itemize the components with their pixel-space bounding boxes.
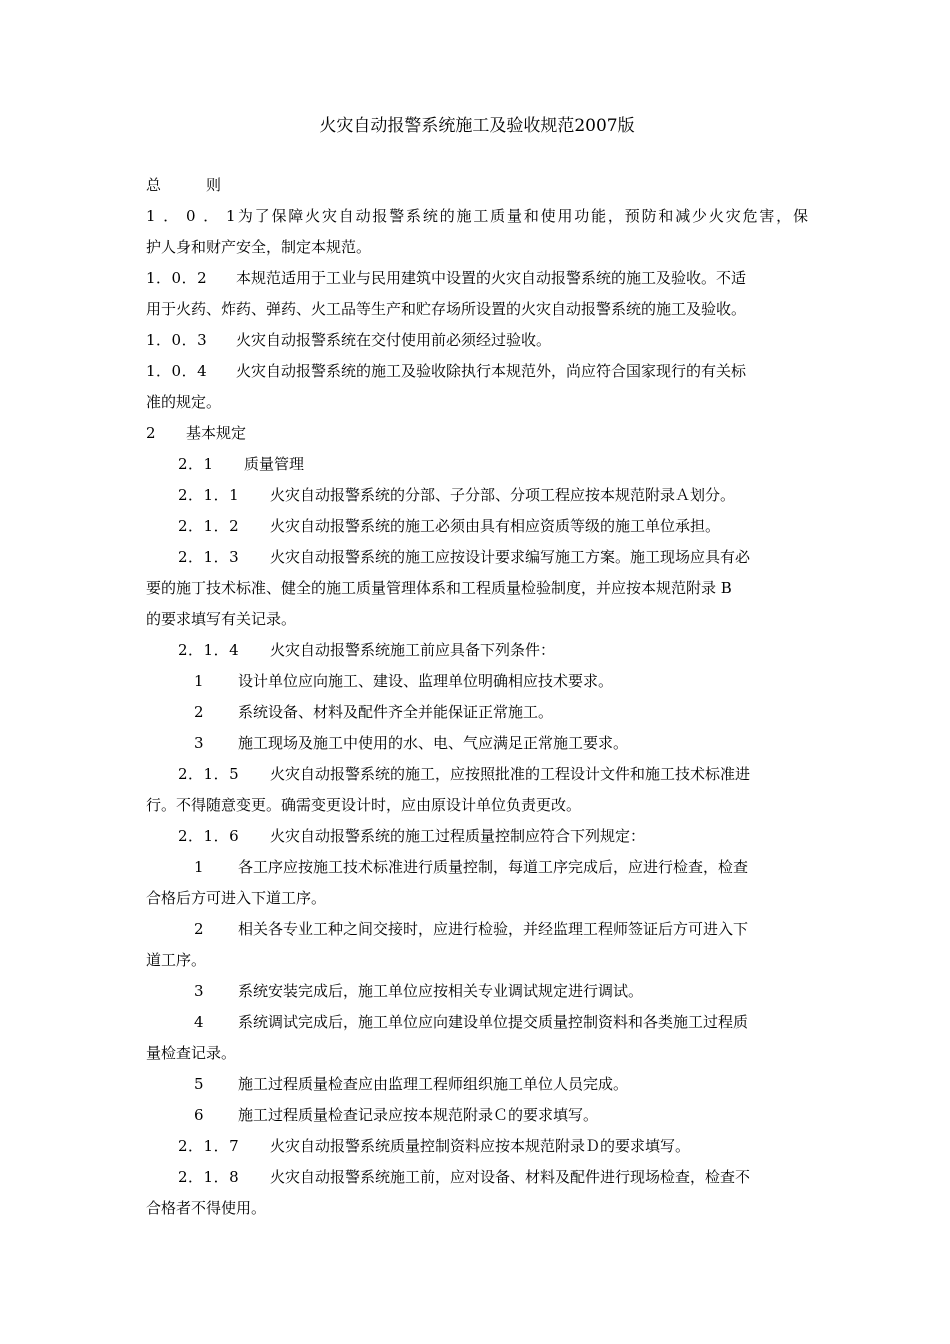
item-number: 3 (194, 982, 205, 1000)
item-number: 2 (194, 703, 205, 721)
list-item (146, 1069, 808, 1100)
clause-continuation: 要的施丁技术标准、健全的施工质量管理体系和工程质量检验制度，并应按本规范附录 B (146, 579, 732, 597)
chapter-heading-2 (146, 418, 808, 449)
clause-1-0-1 (146, 201, 808, 232)
clause-number: 2．1．8 (178, 1168, 240, 1186)
item-text: 施工过程质量检查应由监理工程师组织施工单位人员完成。 (238, 1075, 629, 1093)
list-item (146, 666, 808, 697)
item-number: 2 (194, 920, 205, 938)
clause-number: 2．1．6 (178, 827, 240, 845)
item-number: 3 (194, 734, 205, 752)
item-continuation: 道工序。 (146, 951, 207, 969)
clause-2-1-4 (146, 635, 808, 666)
list-item (146, 852, 808, 883)
clause-number: 2．1．2 (178, 517, 240, 535)
item-number: 5 (194, 1075, 205, 1093)
clause-continuation: 用于火药、炸药、弹药、火工品等生产和贮存场所设置的火灾自动报警系统的施工及验收。 (146, 300, 747, 318)
clause-2-1-7 (146, 1131, 808, 1162)
clause-2-1-6 (146, 821, 808, 852)
document-title: 火灾自动报警系统施工及验收规范2007版 (319, 116, 635, 136)
item-text: 系统调试完成后，施工单位应向建设单位提交质量控制资料和各类施工过程质 (238, 1013, 749, 1031)
item-text: 施工现场及施工中使用的水、电、气应满足正常施工要求。 (238, 734, 629, 752)
clause-continuation: 准的规定。 (146, 393, 222, 411)
clause-continuation: 护人身和财产安全，制定本规范。 (146, 238, 372, 256)
list-item (146, 728, 808, 759)
clause-number: 2．1．5 (178, 765, 240, 783)
document-body (146, 170, 808, 1224)
clause-number: 2．1．4 (178, 641, 240, 659)
clause-text: 火灾自动报警系统在交付使用前必须经过验收。 (236, 331, 552, 349)
clause-1-0-2 (146, 263, 808, 294)
clause-continuation: 合格者不得使用。 (146, 1199, 267, 1217)
list-item (146, 1007, 808, 1038)
clause-text: 火灾自动报警系统的施工，应按照批准的工程设计文件和施工技术标准进 (270, 765, 751, 783)
item-continuation: 量检查记录。 (146, 1044, 237, 1062)
clause-number: 1．0．2 (146, 269, 208, 287)
section-title: 质量管理 (244, 455, 305, 473)
item-text: 系统设备、材料及配件齐全并能保证正常施工。 (238, 703, 554, 721)
clause-1-0-3 (146, 325, 808, 356)
chapter-number: 2 (146, 424, 157, 442)
clause-number: 1．0．4 (146, 362, 208, 380)
clause-text: 火灾自动报警系统质量控制资料应按本规范附录Ｄ的要求填写。 (270, 1137, 691, 1155)
item-text: 系统安装完成后，施工单位应按相关专业调试规定进行调试。 (238, 982, 644, 1000)
list-item (146, 1100, 808, 1131)
item-continuation: 合格后方可进入下道工序。 (146, 889, 327, 907)
clause-text: 本规范适用于工业与民用建筑中设置的火灾自动报警系统的施工及验收。不适 (236, 269, 747, 287)
list-item (146, 914, 808, 945)
clause-number: 2．1．1 (178, 486, 240, 504)
clause-number: 2．1．7 (178, 1137, 240, 1155)
section-heading-2-1 (146, 449, 808, 480)
clause-number: 1．0．3 (146, 331, 208, 349)
clause-continuation: 的要求填写有关记录。 (146, 610, 297, 628)
clause-2-1-1 (146, 480, 808, 511)
clause-2-1-2 (146, 511, 808, 542)
clause-text: 火灾自动报警系统的施工过程质量控制应符合下列规定： (270, 827, 646, 845)
item-number: 6 (194, 1106, 205, 1124)
item-number: 1 (194, 858, 205, 876)
item-text: 设计单位应向施工、建设、监理单位明确相应技术要求。 (238, 672, 614, 690)
item-number: 4 (194, 1013, 205, 1031)
clause-number: 2．1．3 (178, 548, 240, 566)
item-number: 1 (194, 672, 205, 690)
clause-text: 为了保障火灾自动报警系统的施工质量和使用功能，预防和减少火灾危害，保 (236, 207, 808, 225)
chapter-title: 基本规定 (186, 424, 247, 442)
clause-text: 火灾自动报警系统施工前，应对设备、材料及配件进行现场检查，检查不 (270, 1168, 751, 1186)
item-text: 施工过程质量检查记录应按本规范附录Ｃ的要求填写。 (238, 1106, 599, 1124)
section-number: 2．1 (178, 455, 214, 473)
list-item (146, 976, 808, 1007)
clause-2-1-3 (146, 542, 808, 573)
clause-number: 1．0．1 (146, 207, 236, 225)
clause-1-0-4 (146, 356, 808, 387)
item-text: 相关各专业工种之间交接时，应进行检验，并经监理工程师签证后方可进入下 (238, 920, 749, 938)
clause-text: 火灾自动报警系统施工前应具备下列条件： (270, 641, 556, 659)
item-text: 各工序应按施工技术标准进行质量控制，每道工序完成后，应进行检查，检查 (238, 858, 749, 876)
clause-text: 火灾自动报警系统的施工应按设计要求编写施工方案。施工现场应具有必 (270, 548, 751, 566)
clause-continuation: 行。不得随意变更。确需变更设计时，应由原设计单位负责更改。 (146, 796, 582, 814)
clause-text: 火灾自动报警系统的分部、子分部、分项工程应按本规范附录Ａ划分。 (270, 486, 736, 504)
clause-text: 火灾自动报警系统的施工及验收除执行本规范外，尚应符合国家现行的有关标 (236, 362, 747, 380)
chapter-heading-general: 总 则 (146, 176, 222, 194)
clause-text: 火灾自动报警系统的施工必须由具有相应资质等级的施工单位承担。 (270, 517, 721, 535)
clause-2-1-8 (146, 1162, 808, 1193)
list-item (146, 697, 808, 728)
clause-2-1-5 (146, 759, 808, 790)
